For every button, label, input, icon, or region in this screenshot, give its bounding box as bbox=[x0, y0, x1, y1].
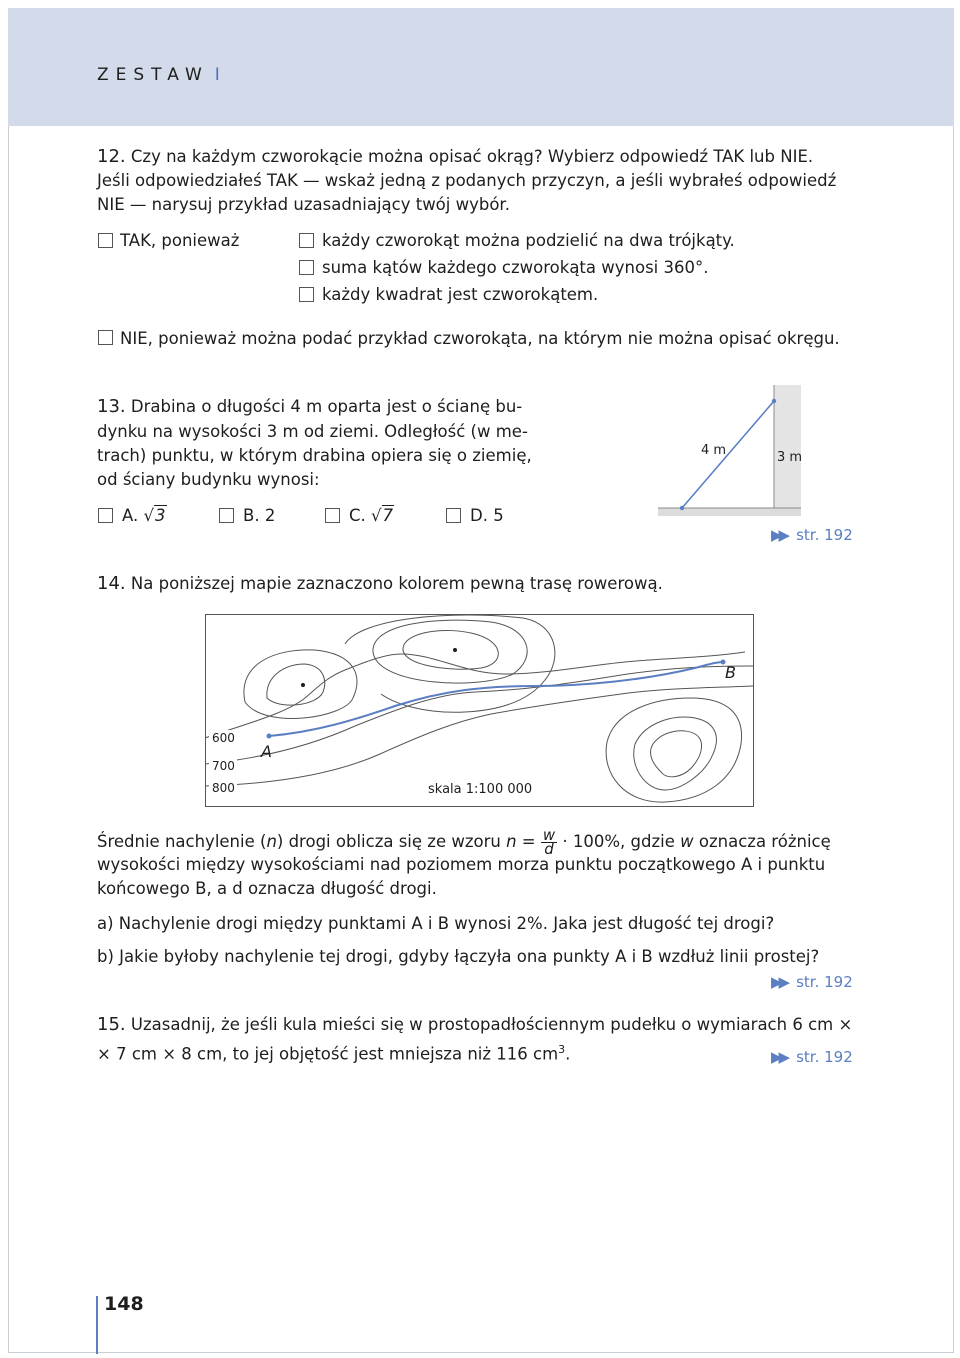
q14-formula-w: w bbox=[680, 832, 694, 851]
q13-text-1: Drabina o długości 4 m oparta jest o ścianę bu- bbox=[130, 397, 523, 416]
q13-option-b-letter: B. bbox=[243, 506, 260, 525]
q13-number: 13. bbox=[97, 396, 126, 417]
q15-ref-text: str. 192 bbox=[796, 1048, 853, 1066]
fraction-numerator: w bbox=[542, 826, 556, 844]
q13-option-c-checkbox[interactable] bbox=[325, 508, 340, 523]
q13-option-c-value: 7 bbox=[382, 506, 394, 525]
q12-tak-checkbox[interactable] bbox=[98, 233, 113, 248]
q12-text-1: Czy na każdym czworokącie można opisać okrąg? Wybierz odpowiedź TAK lub NIE. bbox=[130, 147, 814, 166]
q13-option-d bbox=[470, 504, 504, 528]
q12-line1 bbox=[97, 145, 813, 169]
q13-option-c-letter: C. bbox=[349, 506, 366, 525]
wall-height-label: 3 m bbox=[777, 450, 803, 465]
q13-option-d-letter: D. bbox=[470, 506, 488, 525]
q12-tak-label: TAK, ponieważ bbox=[120, 231, 240, 250]
q12-nie-checkbox[interactable] bbox=[98, 330, 113, 345]
fraction-denominator: d bbox=[544, 840, 554, 858]
point-b-label: B bbox=[725, 663, 736, 682]
ladder-foot-point bbox=[680, 506, 684, 510]
contour-map bbox=[205, 614, 755, 808]
point-a-marker bbox=[267, 734, 272, 739]
q13-option-b bbox=[243, 504, 275, 528]
q15-text-2: × 7 cm × 8 cm, to jej objętość jest mniejsza niż 116 cm bbox=[97, 1044, 559, 1064]
q12-reason2-label: suma kątów każdego czworokąta wynosi 360°. bbox=[322, 258, 709, 277]
section-title bbox=[97, 65, 220, 85]
q14-part-b: b) Jakie byłoby nachylenie tej drogi, gdyby łączyła ona punkty A i B wzdłuż linii prostej? bbox=[97, 947, 820, 966]
double-arrow-icon: ▶▶ bbox=[771, 973, 787, 991]
q15-number: 15. bbox=[97, 1014, 126, 1035]
q13-option-a-letter: A. bbox=[122, 506, 139, 525]
q13-option-b-checkbox[interactable] bbox=[219, 508, 234, 523]
q13-option-b-value: 2 bbox=[264, 506, 276, 525]
w-over-d-fraction bbox=[541, 826, 557, 858]
q15-period: . bbox=[565, 1044, 571, 1064]
q13-option-c bbox=[349, 504, 394, 528]
page-number: 148 bbox=[104, 1293, 144, 1315]
q14-ref-text: str. 192 bbox=[796, 973, 853, 991]
q13-option-d-value: 5 bbox=[493, 506, 504, 525]
q14-line3: końcowego B, a d oznacza długość drogi. bbox=[97, 879, 437, 898]
q12-reason3-checkbox[interactable] bbox=[299, 287, 314, 302]
q15-text-1: Uzasadnij, że jeśli kula mieści się w prostopadłościennym pudełku o wymiarach 6 cm × bbox=[130, 1015, 853, 1034]
section-roman-numeral: I bbox=[214, 65, 220, 85]
q15-exponent: 3 bbox=[558, 1043, 566, 1056]
q12-nie-label: NIE, ponieważ można podać przykład czworokąta, na którym nie można opisać okręgu. bbox=[120, 329, 840, 348]
frame-right bbox=[953, 126, 954, 1352]
q13-line4: od ściany budynku wynosi: bbox=[97, 470, 320, 489]
summit-left-dot bbox=[301, 683, 305, 687]
frame-bottom bbox=[8, 1352, 954, 1353]
q14-ref-link[interactable] bbox=[771, 973, 853, 991]
q12-reason2-checkbox[interactable] bbox=[299, 260, 314, 275]
q12-line2: Jeśli odpowiedziałeś TAK — wskaż jedną z podanych przyczyn, a jeśli wybrałeś odpowiedź bbox=[97, 171, 837, 190]
q13-line2: dynku na wysokości 3 m od ziemi. Odległość (w me- bbox=[97, 422, 528, 441]
q14-number: 14. bbox=[97, 573, 126, 594]
building-wall bbox=[774, 385, 801, 513]
q13-option-d-checkbox[interactable] bbox=[446, 508, 461, 523]
double-arrow-icon: ▶▶ bbox=[771, 1048, 787, 1066]
q14-formula-prefix: Średnie nachylenie ( bbox=[97, 832, 267, 851]
q15-ref-link[interactable] bbox=[771, 1048, 853, 1066]
point-a-label: A bbox=[261, 742, 272, 761]
q13-ref-link[interactable] bbox=[771, 526, 853, 544]
q12-line3: NIE — narysuj przykład uzasadniający twój wybór. bbox=[97, 195, 510, 214]
contour-label-800: 800 bbox=[212, 781, 235, 795]
q12-reason1-label: każdy czworokąt można podzielić na dwa trójkąty. bbox=[322, 231, 735, 250]
q12-reason1-checkbox[interactable] bbox=[299, 233, 314, 248]
q14-text: Na poniższej mapie zaznaczono kolorem pewną trasę rowerową. bbox=[130, 574, 663, 593]
sqrt-symbol: √3 bbox=[143, 506, 166, 525]
sqrt-symbol: √7 bbox=[371, 506, 394, 525]
q14-formula-n: n bbox=[266, 832, 277, 851]
q14-line2: wysokości między wysokościami nad poziomem morza punktu początkowego A i punktu bbox=[97, 855, 826, 874]
ladder-top-point bbox=[772, 399, 776, 403]
double-arrow-icon: ▶▶ bbox=[771, 526, 787, 544]
q13-option-a bbox=[122, 504, 167, 528]
q15-line2 bbox=[97, 1038, 570, 1067]
map-scale: skala 1:100 000 bbox=[428, 782, 533, 797]
ladder-length-label: 4 m bbox=[701, 443, 727, 458]
page-number-bar bbox=[96, 1296, 98, 1354]
q15-line1 bbox=[97, 1013, 852, 1037]
q14-line1 bbox=[97, 572, 663, 596]
q13-option-a-value: 3 bbox=[155, 506, 166, 525]
q14-part-a: a) Nachylenie drogi między punktami A i B wynosi 2%. Jaka jest długość tej drogi? bbox=[97, 914, 775, 933]
section-title-text: ZESTAW bbox=[97, 65, 209, 85]
contour-label-700: 700 bbox=[212, 759, 235, 773]
frame-left bbox=[8, 126, 9, 1352]
ladder-figure bbox=[655, 380, 815, 520]
q13-line1 bbox=[97, 395, 522, 419]
q14-formula-suffix: · 100%, gdzie bbox=[562, 832, 675, 851]
q12-number: 12. bbox=[97, 146, 126, 167]
q13-option-a-checkbox[interactable] bbox=[98, 508, 113, 523]
q14-formula-mid: ) drogi oblicza się ze wzoru bbox=[276, 832, 507, 851]
ladder-line bbox=[682, 401, 774, 508]
q13-line3: trach) punktu, w którym drabina opiera się o ziemię, bbox=[97, 446, 532, 465]
q14-formula-eq: n = bbox=[506, 832, 536, 851]
q13-ref-text: str. 192 bbox=[796, 526, 853, 544]
q12-reason3-label: każdy kwadrat jest czworokątem. bbox=[322, 285, 599, 304]
contour-label-600: 600 bbox=[212, 731, 235, 745]
q14-formula-line bbox=[97, 826, 831, 858]
summit-top-dot bbox=[453, 648, 457, 652]
ground bbox=[658, 508, 801, 516]
q14-formula-end: oznacza różnicę bbox=[698, 832, 831, 851]
